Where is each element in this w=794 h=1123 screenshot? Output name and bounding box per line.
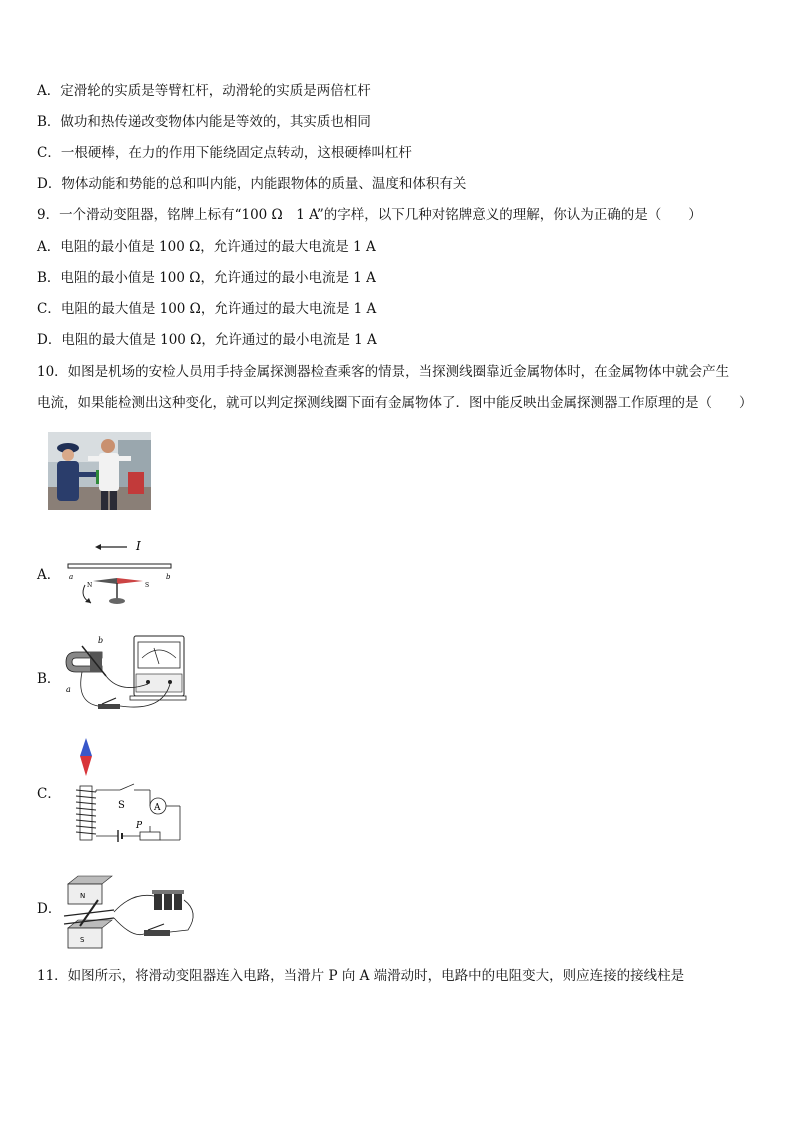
slider-label: P — [136, 821, 143, 831]
q9-option-d: D．电阻的最大值是 100 Ω，允许通过的最小电流是 1 A — [37, 332, 377, 348]
oersted-experiment-figure — [65, 537, 180, 609]
q9-option-a: A．电阻的最小值是 100 Ω，允许通过的最大电流是 1 A — [37, 239, 376, 255]
ammeter-label: A — [154, 803, 161, 813]
switch-label: S — [118, 800, 125, 811]
q11-stem: 11．如图所示，将滑动变阻器连入电路，当滑片 P 向 A 端滑动时，电路中的电阻变大，则应连接的接线柱是 — [37, 968, 685, 984]
magnet-pole-s: S — [80, 936, 85, 944]
q9-option-c: C．电阻的最大值是 100 Ω，允许通过的最大电流是 1 A — [37, 301, 377, 317]
electromagnet-circuit-figure — [62, 736, 188, 844]
q8-option-d: D．物体动能和势能的总和叫内能，内能跟物体的质量、温度和体积有关 — [37, 176, 467, 192]
wire-end-a: a — [69, 573, 74, 581]
needle-pole-n: N — [87, 582, 93, 589]
q10-option-b-label: B． — [37, 671, 61, 687]
magnet-pole-n: N — [80, 892, 86, 900]
motor-experiment-figure — [62, 872, 202, 952]
wire-label-b: b — [98, 636, 104, 645]
wire-end-b: b — [166, 573, 171, 581]
security-check-photo — [48, 432, 151, 510]
q10-option-d-label: D． — [37, 901, 62, 917]
q10-option-a-label: A． — [37, 567, 61, 583]
wire-label-a: a — [66, 685, 71, 694]
q8-option-c: C．一根硬棒，在力的作用下能绕固定点转动，这根硬棒叫杠杆 — [37, 145, 412, 161]
current-label: I — [136, 539, 141, 553]
needle-pole-s: S — [145, 582, 150, 589]
q9-option-b: B．电阻的最小值是 100 Ω，允许通过的最小电流是 1 A — [37, 270, 376, 286]
q10-stem-line2: 电流，如果能检测出这种变化，就可以判定探测线圈下面有金属物体了．图中能反映出金属探测器工作原理的是（ ） — [37, 395, 753, 411]
generator-galvanometer-figure — [62, 632, 188, 716]
q8-option-a: A．定滑轮的实质是等臂杠杆，动滑轮的实质是两倍杠杆 — [37, 83, 371, 99]
q9-stem: 9．一个滑动变阻器，铭牌上标有“100 Ω 1 A”的字样，以下几种对铭牌意义的理解，你认为正确的是（ ） — [37, 207, 702, 223]
q8-option-b: B．做功和热传递改变物体内能是等效的，其实质也相同 — [37, 114, 371, 130]
q10-stem-line1: 10．如图是机场的安检人员用手持金属探测器检查乘客的情景，当探测线圈靠近金属物体时，在金属物体中就会产生 — [37, 364, 730, 380]
q10-option-c-label: C． — [37, 786, 61, 802]
